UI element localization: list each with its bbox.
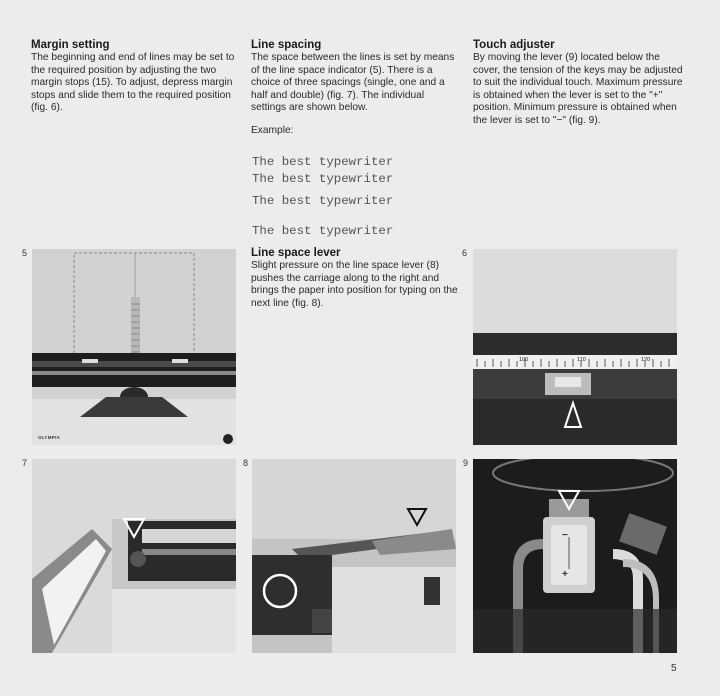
example-line-1: The best typewriter xyxy=(252,155,394,169)
margin-setting-heading: Margin setting xyxy=(31,39,110,51)
figure-6-photo xyxy=(473,249,677,445)
example-label: Example: xyxy=(251,124,294,136)
line-space-lever-heading: Line space lever xyxy=(251,247,341,259)
touch-adjuster-section xyxy=(473,38,683,128)
scale-label-100: 100 xyxy=(519,357,529,363)
example-line-3: The best typewriter xyxy=(252,194,394,208)
line-spacing-text: The space between the lines is set by means of the line space indicator (5). There is a choice of three spacings (single, one and a half and double) (fig. 7). The individual settings are shown below. xyxy=(251,52,455,114)
figure-number-7: 7 xyxy=(22,458,28,468)
example-line-4: The best typewriter xyxy=(252,224,394,238)
line-spacing-heading: Line spacing xyxy=(251,39,322,51)
touch-minus-sign: − xyxy=(562,530,568,541)
figure-7-photo xyxy=(32,459,236,653)
olympia-logo-text: OLYMPIA xyxy=(38,435,61,440)
figure-8-photo xyxy=(252,459,456,653)
example-line-2: The best typewriter xyxy=(252,172,394,186)
line-space-lever-section xyxy=(251,246,463,310)
page-number: 5 xyxy=(671,663,677,674)
line-spacing-section xyxy=(251,38,461,138)
touch-adjuster-text: By moving the lever (9) located below the cover, the tension of the keys may be adjusted to suit the individual touch. Maximum pressure is obtained when the lever is set to the "+" position. Minimum pressure is obtained when the lever is set to "−" (fig. 9). xyxy=(473,52,683,126)
touch-plus-sign: + xyxy=(562,569,568,580)
scale-label-120: 120 xyxy=(641,357,651,363)
figure-number-9: 9 xyxy=(463,458,469,468)
figure-number-8: 8 xyxy=(243,458,249,468)
figure-5-photo xyxy=(32,249,236,445)
line-space-lever-text: Slight pressure on the line space lever (8) pushes the carriage along to the right and brings the paper into position for typing on the next line (fig. 8). xyxy=(251,260,458,309)
figure-number-6: 6 xyxy=(462,248,468,258)
figure-number-5: 5 xyxy=(22,248,28,258)
margin-setting-text: The beginning and end of lines may be set to the required position by adjusting the two margin stops (15). To adjust, depress margin stops and slide them to the required position (fig. 6). xyxy=(31,52,235,114)
touch-adjuster-heading: Touch adjuster xyxy=(473,39,555,51)
figure-9-photo xyxy=(473,459,677,653)
margin-setting-section xyxy=(31,38,237,115)
scale-label-110: 110 xyxy=(577,357,586,363)
